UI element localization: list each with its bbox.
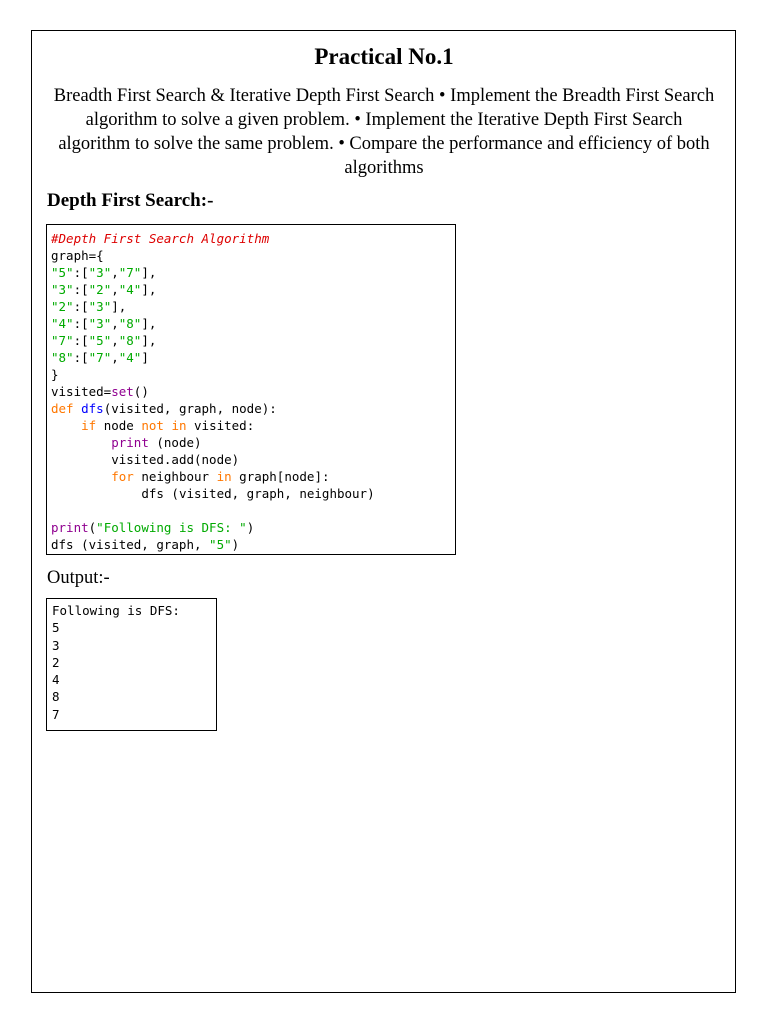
code-text: dfs (visited, graph, neighbour) <box>141 486 375 501</box>
code-string: "4" <box>118 282 142 297</box>
code-line: } <box>51 367 59 382</box>
output-line: Following is DFS: <box>52 603 180 618</box>
code-text: ) <box>231 537 240 552</box>
code-text: (node) <box>148 435 202 450</box>
code-string: "7" <box>118 265 142 280</box>
code-text: visited: <box>186 418 255 433</box>
code-text: graph[node]: <box>231 469 330 484</box>
output-lines <box>52 602 216 723</box>
code-builtin: print <box>111 435 149 450</box>
code-line <box>51 417 455 434</box>
section-heading: Depth First Search:- <box>47 190 214 211</box>
page-title: Practical No.1 <box>314 44 454 69</box>
code-function-name: dfs <box>81 401 104 416</box>
code-line <box>51 434 455 451</box>
output-line: 4 <box>52 672 60 688</box>
code-text: ] <box>141 350 149 365</box>
code-line <box>51 400 455 417</box>
code-string: "8" <box>118 316 142 331</box>
code-line <box>51 230 455 247</box>
code-text: ( <box>88 520 97 535</box>
code-text: ) <box>246 520 255 535</box>
intro-paragraph: Breadth First Search & Iterative Depth First Search • Implement the Breadth First Search algorithm to solve a given problem. • Implement the Iterative Depth First Search algorithm to solve the same problem. • Compare the performance and efficiency of both algorithms <box>53 86 715 178</box>
code-string: "5" <box>209 537 232 552</box>
code-text: ], <box>141 316 157 331</box>
code-string: "4" <box>118 350 142 365</box>
code-string: "3" <box>88 299 112 314</box>
code-string: "7" <box>88 350 112 365</box>
code-line <box>51 468 455 485</box>
code-text: node <box>96 418 142 433</box>
code-string: "Following is DFS: " <box>96 520 247 535</box>
code-text: dfs (visited, graph, <box>51 537 210 552</box>
code-line: graph={ <box>51 248 104 263</box>
code-string: "5" <box>51 265 74 280</box>
code-string: "3" <box>88 316 112 331</box>
code-text: visited= <box>51 384 112 399</box>
code-keyword: in <box>171 418 187 433</box>
code-line <box>51 536 455 553</box>
code-block <box>46 224 456 555</box>
graph-entry-line: "4":["3","8"], <box>51 316 157 331</box>
graph-entries <box>51 264 455 366</box>
graph-entry-line: "7":["5","8"], <box>51 333 157 348</box>
code-string: "7" <box>51 333 74 348</box>
graph-entry-line: "2":["3"], <box>51 299 127 314</box>
code-keyword: in <box>216 469 232 484</box>
code-keyword: if <box>81 418 97 433</box>
code-text: ], <box>141 282 157 297</box>
code-string: "5" <box>88 333 112 348</box>
code-text: () <box>133 384 149 399</box>
code-text: ], <box>141 333 157 348</box>
code-string: "2" <box>51 299 74 314</box>
graph-entry-line: "3":["2","4"], <box>51 282 157 297</box>
code-string: "2" <box>88 282 112 297</box>
code-text: ], <box>111 299 127 314</box>
code-line <box>51 451 455 468</box>
code-comment: #Depth First Search Algorithm <box>51 231 270 246</box>
output-line: 3 <box>52 637 60 653</box>
output-line: 2 <box>52 654 60 670</box>
code-keyword: for <box>111 469 134 484</box>
code-line <box>51 485 455 502</box>
code-builtin: set <box>111 384 134 399</box>
code-line <box>51 519 455 536</box>
graph-entry-line: "8":["7","4"] <box>51 350 149 365</box>
code-string: "8" <box>118 333 142 348</box>
graph-entry-line: "5":["3","7"], <box>51 265 157 280</box>
code-string: "3" <box>51 282 74 297</box>
code-line <box>51 383 455 400</box>
code-string: "4" <box>51 316 74 331</box>
code-text: neighbour <box>133 469 217 484</box>
code-builtin: print <box>51 520 89 535</box>
code-keyword: def <box>51 401 74 416</box>
output-line: 5 <box>52 620 60 636</box>
output-label: Output:- <box>47 568 110 588</box>
code-text: (visited, graph, node): <box>103 401 277 416</box>
code-string: "8" <box>51 350 74 365</box>
output-line: 8 <box>52 689 60 705</box>
code-text: ], <box>141 265 157 280</box>
output-block <box>46 598 217 731</box>
code-text: visited.add(node) <box>111 452 240 467</box>
code-blank-line <box>51 502 455 519</box>
code-string: "3" <box>88 265 112 280</box>
output-line: 7 <box>52 706 60 722</box>
code-keyword: not <box>141 418 164 433</box>
